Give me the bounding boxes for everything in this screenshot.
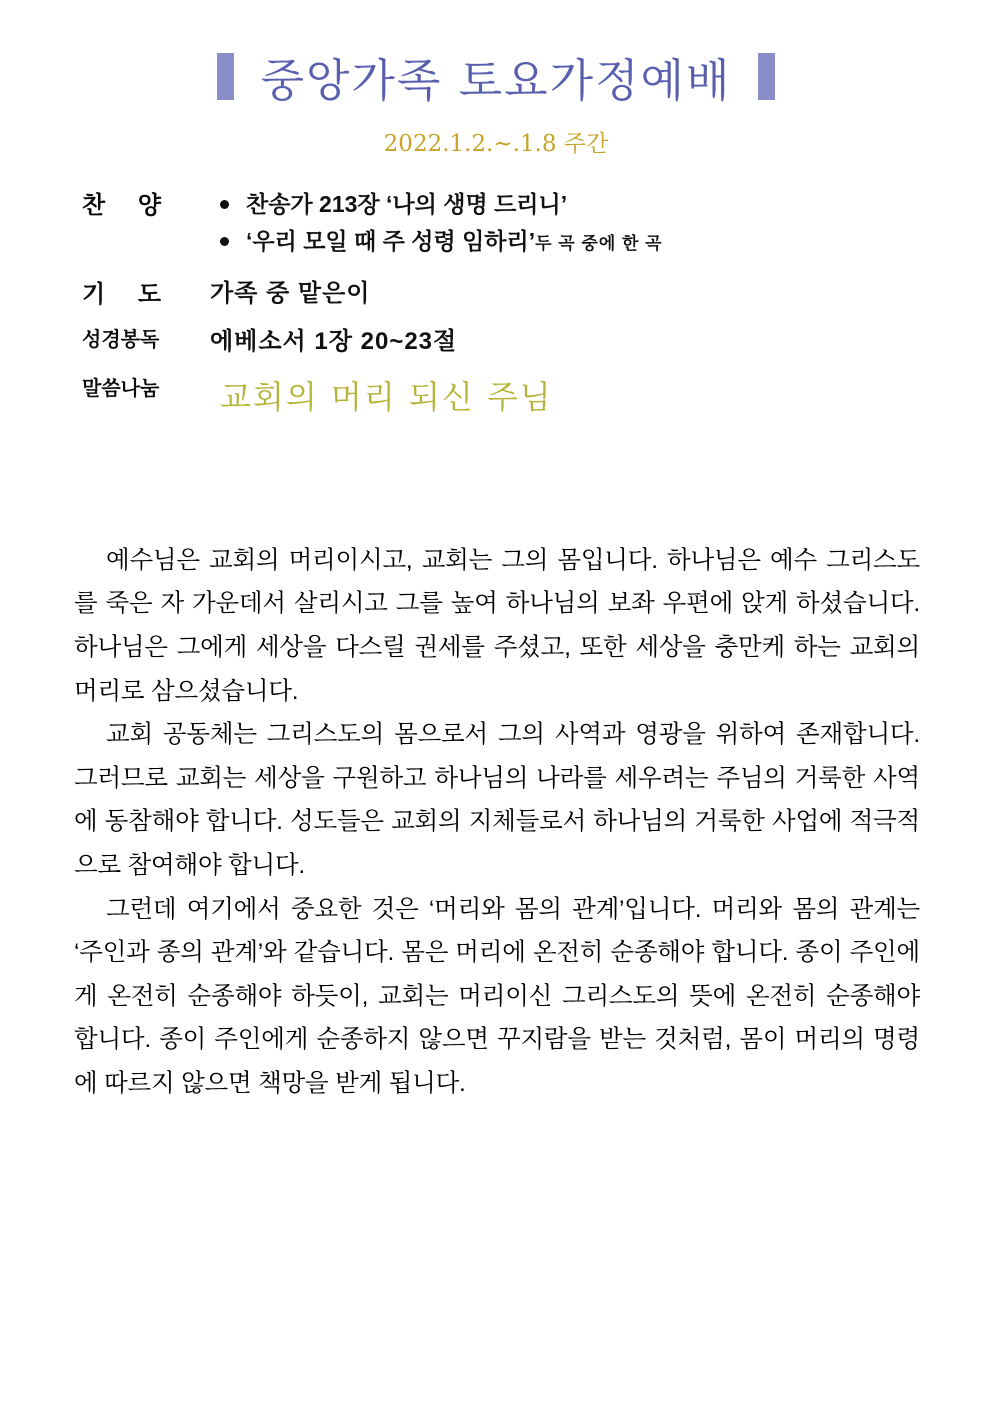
paragraph-2: 교회 공동체는 그리스도의 몸으로서 그의 사역과 영광을 위하여 존재합니다. 그러므로 교회는 세상을 구원하고 하나님의 나라를 세우려는 주님의 거룩한 사역에 동참해야 합니다. 성도들은 교회의 지체들로서 하나님의 거룩한 사업에 적극적으로 참여해야 합니다. (74, 721, 920, 879)
order-row-sermon (82, 374, 932, 420)
page-title: 중앙가족 토요가정예배 (260, 54, 732, 107)
order-of-service (60, 188, 932, 421)
paragraph-3: 그런데 여기에서 중요한 것은 ‘머리와 몸의 관계’입니다. 머리와 몸의 관계는 ‘주인과 종의 관계’와 같습니다. 몸은 머리에 온전히 순종해야 합니다. 종이 주인에게 온전히 순종해야 하듯이, 교회는 머리이신 그리스도의 뜻에 온전히 순종해야 합니다. 종이 주인에게 순종하지 않으면 꾸지람을 받는 것처럼, 몸이 머리의 명령에 따르지 않으면 책망을 받게 됩니다. (74, 895, 920, 1097)
hymn-2-text: ‘우리 모일 때 주 성령 임하리’ (246, 228, 536, 255)
title-left-bar-icon (217, 53, 234, 100)
order-row-prayer (82, 277, 932, 312)
sermon-title: 교회의 머리 되신 주님 (220, 378, 553, 417)
list-item (210, 188, 932, 221)
order-label-prayer: 기 도 (82, 280, 175, 308)
hymn-note: 두 곡 중에 한 곡 (535, 234, 663, 254)
paragraph-1: 예수님은 교회의 머리이시고, 교회는 그의 몸입니다. 하나님은 예수 그리스도를 죽은 자 가운데서 살리시고 그를 높여 하나님의 보좌 우편에 앉게 하셨습니다. 하나님은 그에게 세상을 다스릴 권세를 주셨고, 또한 세상을 충만케 하는 교회의 머리로 삼으셨습니다. (74, 546, 920, 705)
order-label-scripture: 성경봉독 (82, 329, 160, 352)
order-row-praise (82, 188, 932, 263)
document-header (60, 0, 932, 158)
order-row-scripture (82, 325, 932, 360)
order-content-praise (210, 188, 932, 263)
praise-hymn-list (210, 188, 932, 259)
title-row (60, 44, 932, 109)
order-label-sermon: 말씀나눔 (82, 378, 160, 401)
date-range: 2022.1.2.~.1.8 주간 (383, 131, 609, 157)
title-right-bar-icon (758, 53, 775, 100)
order-label-praise: 찬 양 (82, 192, 175, 219)
order-content-prayer: 가족 중 맡은이 (210, 279, 371, 307)
list-item (210, 225, 932, 258)
body-text (60, 539, 932, 1106)
order-content-scripture: 에베소서 1장 20~23절 (210, 328, 458, 356)
hymn-1-text: 찬송가 213장 ‘나의 생명 드리니’ (246, 191, 568, 217)
